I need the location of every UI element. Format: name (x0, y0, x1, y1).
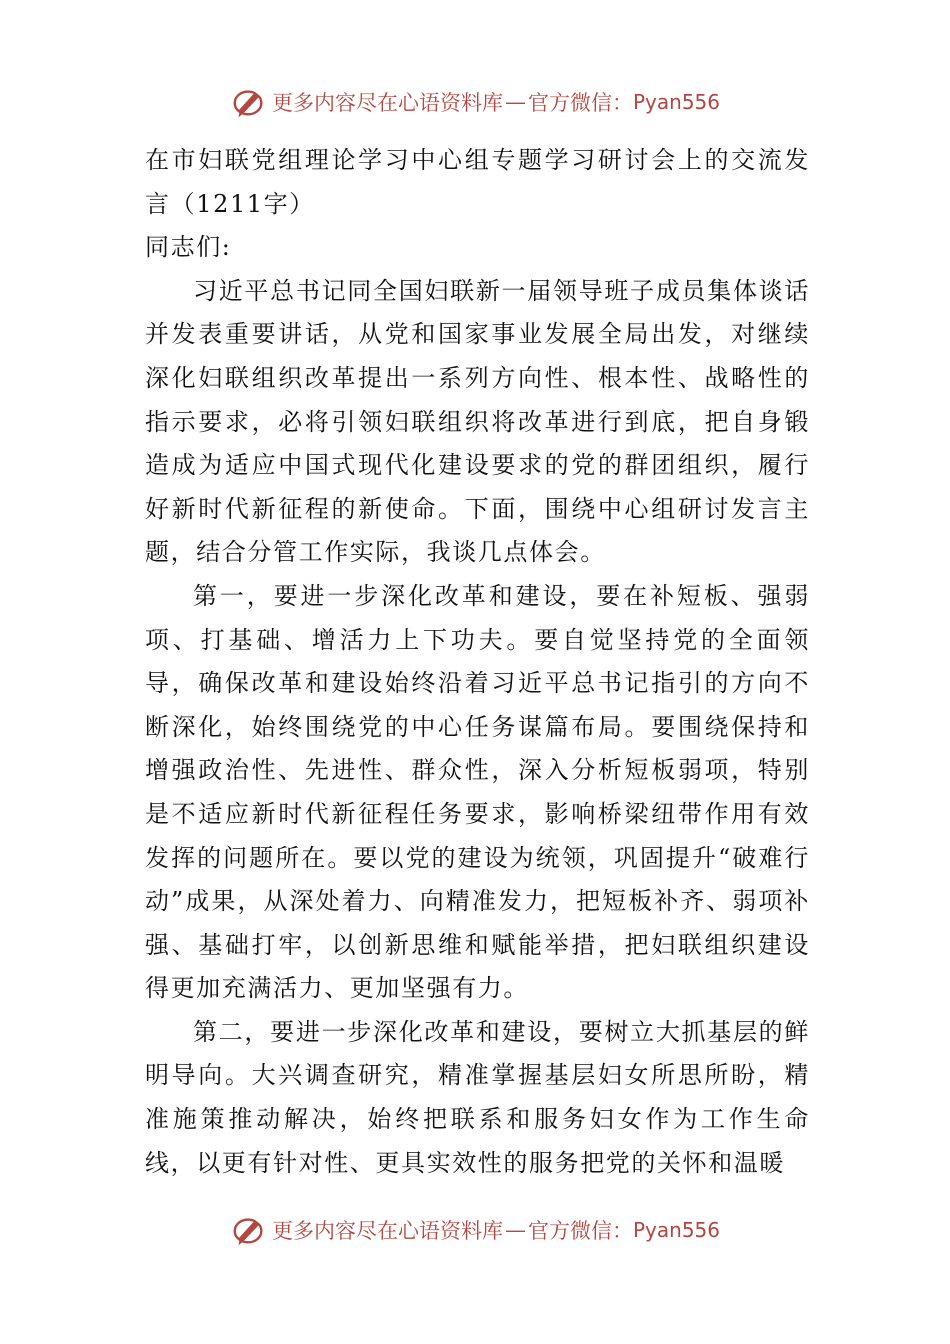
watermark-handle: Pyan556 (632, 1218, 720, 1242)
document-body (145, 139, 810, 1185)
watermark-contact-label: 官方微信： (527, 91, 633, 115)
watermark-text: 更多内容尽在心语资料库 (271, 1219, 503, 1243)
footer-watermark (0, 1210, 950, 1250)
pen-nib-logo-icon (230, 1211, 268, 1249)
paragraph: 第一，要进一步深化改革和建设，要在补短板、强弱项、打基础、增活力上下功夫。要自觉坚持党的全面领导，确保改革和建设始终沿着习近平总书记指引的方向不断深化，始终围绕党的中心任务谋篇布局。要围绕保持和增强政治性、先进性、群众性，深入分析短板弱项，特别是不适应新时代新征程任务要求，影响桥梁纽带作用有效发挥的问题所在。要以党的建设为统领，巩固提升“破难行动”成果，从深处着力、向精准发力，把短板补齐、弱项补强、基础打牢，以创新思维和赋能举措，把妇联组织建设得更加充满活力、更加坚强有力。 (145, 581, 810, 1003)
watermark-separator: — (504, 1218, 526, 1242)
pen-nib-logo-icon (230, 83, 268, 121)
watermark-handle: Pyan556 (632, 90, 720, 114)
watermark-text: 更多内容尽在心语资料库 (271, 91, 503, 115)
watermark-contact-label: 官方微信： (527, 1219, 633, 1243)
greeting: 同志们: (145, 233, 232, 262)
watermark-separator: — (504, 90, 526, 114)
document-title: 在市妇联党组理论学习中心组专题学习研讨会上的交流发言（1211字） (145, 146, 810, 218)
paragraph: 第二，要进一步深化改革和建设，要树立大抓基层的鲜明导向。大兴调查研究，精准掌握基层妇女所思所盼，精准施策推动解决，始终把联系和服务妇女作为工作生命线，以更有针对性、更具实效性的服务把党的关怀和温暖 (145, 1017, 810, 1177)
header-watermark (0, 82, 950, 122)
paragraph: 习近平总书记同全国妇联新一届领导班子成员集体谈话并发表重要讲话，从党和国家事业发展全局出发，对继续深化妇联组织改革提出一系列方向性、根本性、战略性的指示要求，必将引领妇联组织将改革进行到底，把自身锻造成为适应中国式现代化建设要求的党的群团组织，履行好新时代新征程的新使命。下面，围绕中心组研讨发言主题，结合分管工作实际，我谈几点体会。 (145, 276, 810, 567)
